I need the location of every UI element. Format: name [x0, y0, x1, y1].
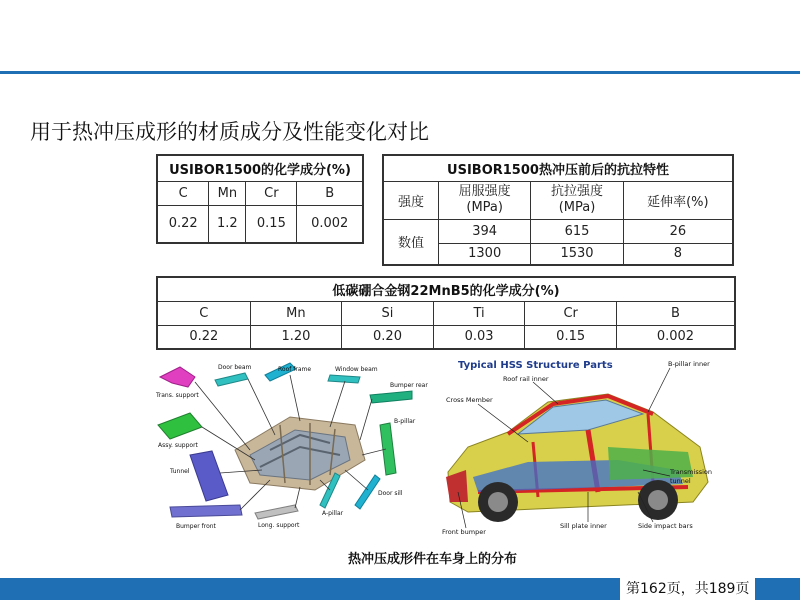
table-cell: 1530 [531, 243, 623, 265]
slide-title: 用于热冲压成形的材质成分及性能变化对比 [30, 120, 429, 144]
table-cell: 0.03 [433, 325, 525, 349]
table-cell: 394 [439, 219, 531, 243]
figure-caption: 热冲压成形件在车身上的分布 [348, 552, 518, 567]
label-door-beam: Door beam [218, 364, 252, 371]
trans-support-part [160, 367, 195, 387]
label-roof-frame: Roof frame [278, 366, 312, 373]
figure-title: Typical HSS Structure Parts [458, 360, 613, 371]
top-accent-rule [0, 71, 800, 74]
long-support-part [255, 505, 298, 519]
door-beam-part [215, 373, 248, 386]
table-header-cell: Mn [209, 181, 246, 205]
table-cell: 615 [531, 219, 623, 243]
bumper-front-part [170, 505, 242, 517]
window-beam-part [328, 375, 360, 383]
hss-structure-figure [438, 352, 721, 542]
label-tunnel: Tunnel [170, 468, 190, 475]
label-side-impact-bars: Side impact bars [638, 522, 693, 530]
label-roof-rail-inner: Roof rail inner [503, 375, 549, 383]
label-trans-support: Trans. support [156, 392, 199, 399]
label-sill-plate-inner: Sill plate inner [560, 522, 607, 530]
row-label: 数值 [383, 219, 439, 265]
label-long-support: Long. support [258, 522, 300, 529]
label-window-beam: Window beam [335, 366, 378, 373]
page-indicator [620, 578, 755, 600]
label-transmission: Transmission [670, 468, 712, 476]
body-parts-figure [150, 355, 434, 540]
label-front-bumper: Front bumper [442, 528, 486, 536]
table-cell: 1.20 [250, 325, 342, 349]
table-header-cell: 延伸率(%) [623, 181, 733, 219]
car-illustration [446, 394, 708, 522]
body-in-white-illustration [235, 417, 365, 490]
table-header-cell: Cr [525, 301, 617, 325]
usibor-mechanical-table [382, 154, 734, 266]
table-header-cell: 抗拉强度 (MPa) [531, 181, 623, 219]
table-cell: 26 [623, 219, 733, 243]
label-tunnel: tunnel [670, 477, 691, 485]
table-header-cell: Si [342, 301, 434, 325]
table-header-cell: 屈服强度 (MPa) [439, 181, 531, 219]
page-current: 第162页， [626, 581, 695, 597]
table-cell: 1300 [439, 243, 531, 265]
table-header-cell: B [297, 181, 363, 205]
table-title: 低碳硼合金钢22MnB5的化学成分(%) [157, 277, 735, 301]
table-cell: 0.002 [297, 205, 363, 243]
table-header-cell: C [157, 181, 209, 205]
label-cross-member: Cross Member [446, 396, 493, 404]
table-cell: 8 [623, 243, 733, 265]
table-header-cell: 强度 [383, 181, 439, 219]
table-cell: 1.2 [209, 205, 246, 243]
assy-support-part [158, 413, 202, 439]
table-cell: 0.15 [525, 325, 617, 349]
table-header-cell: B [616, 301, 735, 325]
22mnb5-chem-table [156, 276, 736, 350]
table-header-cell: Ti [433, 301, 525, 325]
table-cell: 0.20 [342, 325, 434, 349]
label-a-pillar: A-pillar [322, 510, 344, 517]
label-b-pillar: B-pillar [394, 418, 416, 425]
b-pillar-part [380, 423, 396, 475]
page-total: 共189页 [694, 581, 750, 597]
tunnel-part [190, 451, 228, 501]
door-sill-part [355, 475, 380, 509]
table-title: USIBOR1500热冲压前后的抗拉特性 [383, 155, 733, 181]
label-bumper-front: Bumper front [176, 523, 216, 530]
table-cell: 0.15 [246, 205, 297, 243]
table-cell: 0.002 [616, 325, 735, 349]
label-b-pillar-inner: B-pillar inner [668, 360, 710, 368]
label-assy-support: Assy. support [158, 442, 198, 449]
table-cell: 0.22 [157, 205, 209, 243]
table-cell: 0.22 [157, 325, 250, 349]
table-title: USIBOR1500的化学成分(%) [157, 155, 363, 181]
label-bumper-rear: Bumper rear [390, 382, 428, 389]
label-door-sill: Door sill [378, 490, 403, 497]
table-header-cell: Mn [250, 301, 342, 325]
bumper-rear-part [370, 391, 412, 403]
table-header-cell: C [157, 301, 250, 325]
table-header-cell: Cr [246, 181, 297, 205]
usibor-chem-table [156, 154, 364, 244]
